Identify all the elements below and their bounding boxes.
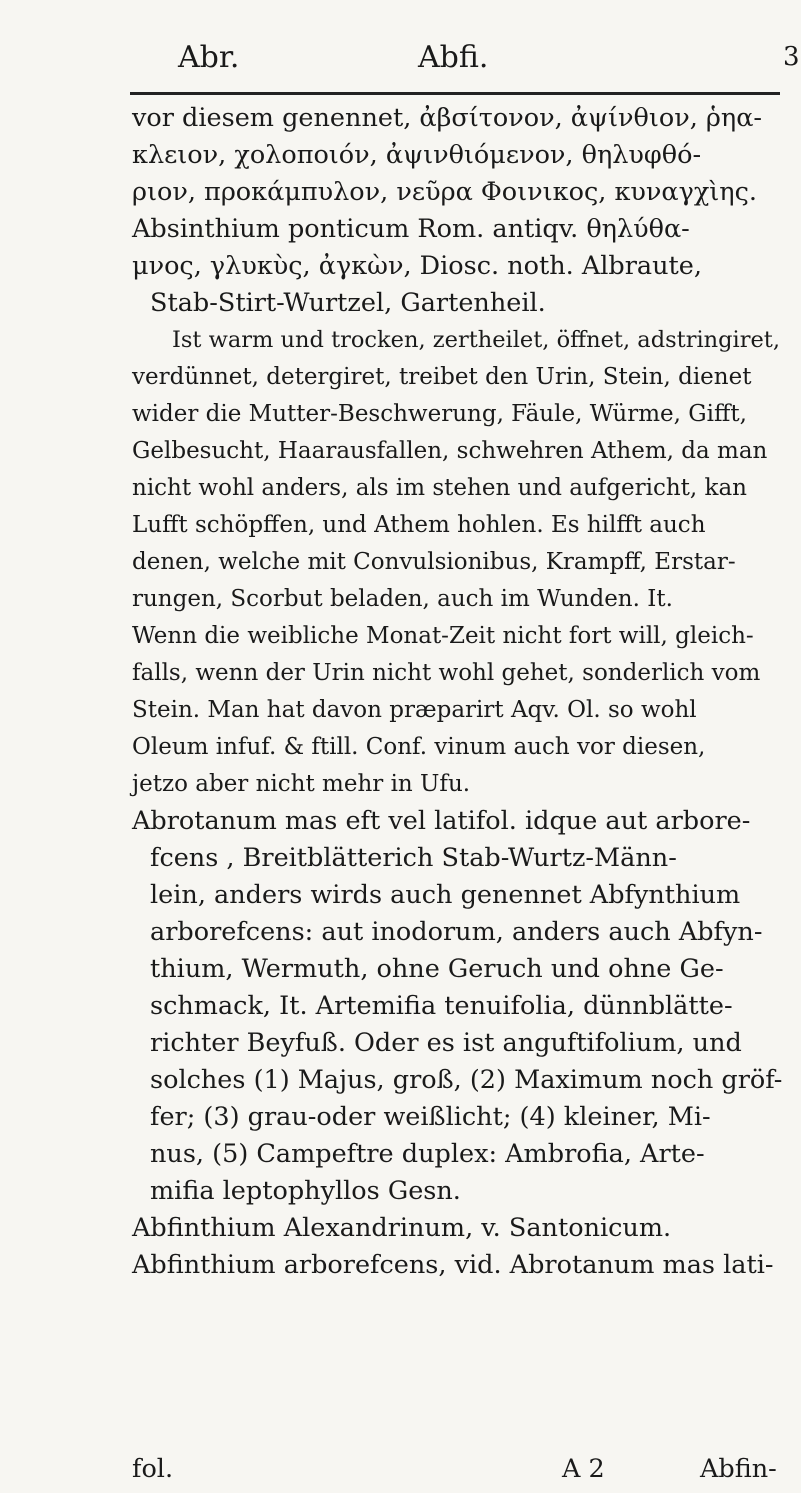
text-line: ριον, προκάμπυλον, νεῦρα Φοινικος, κυναγχὶης.: [132, 177, 757, 207]
text-line: Gelbesucht, Haarausfallen, schwehren Athem, da man: [132, 438, 768, 464]
text-line: schmack, It. Artemifia tenuifolia, dünnblätte-: [150, 991, 733, 1021]
text-line: denen, welche mit Convulsionibus, Krampff, Erstar-: [132, 549, 736, 575]
text-line: richter Beyfuß. Oder es ist anguftifolium, und: [150, 1028, 742, 1058]
text-line: vor diesem genennet, ἀβσίτονον, ἀψίνθιον, ῥηα-: [132, 103, 763, 133]
text-line: jetzo aber nicht mehr in Ufu.: [132, 771, 471, 797]
text-line: Stab-Stirt-Wurtzel, Gartenheil.: [150, 288, 546, 318]
text-line: Abrotanum mas eft vel latifol. idque aut arbore-: [132, 806, 751, 836]
right-headword: Abfi.: [418, 40, 489, 75]
text-line: arborefcens: aut inodorum, anders auch Abfyn-: [150, 917, 763, 947]
text-line: nus, (5) Campeftre duplex: Ambrofia, Arte-: [150, 1139, 705, 1169]
text-line: κλειον, χολοποιόν, ἀψινθιόμενον, θηλυφθό-: [132, 140, 702, 170]
text-line: Stein. Man hat davon præparirt Aqv. Ol. so wohl: [132, 697, 697, 723]
body-text: [132, 100, 787, 1284]
text-line: fer; (3) grau-oder weißlicht; (4) kleiner, Mi-: [150, 1102, 711, 1132]
signature-mark: A 2: [562, 1454, 605, 1484]
text-line: thium, Wermuth, ohne Geruch und ohne Ge-: [150, 954, 724, 984]
text-line: lein, anders wirds auch genennet Abfynthium: [150, 880, 741, 910]
text-line: nicht wohl anders, als im stehen und aufgericht, kan: [132, 475, 747, 501]
text-line: wider die Mutter-Beschwerung, Fäule, Würme, Gifft,: [132, 401, 747, 427]
header-rule: [130, 92, 780, 95]
running-header: [0, 40, 801, 80]
text-line: verdünnet, detergiret, treibet den Urin, Stein, dienet: [132, 364, 752, 390]
page-number: 3: [783, 42, 800, 72]
catchword: Abfin-: [700, 1454, 777, 1484]
text-line: rungen, Scorbut beladen, auch im Wunden. It.: [132, 586, 673, 612]
text-line: Wenn die weibliche Monat-Zeit nicht fort will, gleich-: [132, 623, 754, 649]
text-line: Ist warm und trocken, zertheilet, öffnet, adstringiret,: [172, 327, 780, 353]
text-line: falls, wenn der Urin nicht wohl gehet, sonderlich vom: [132, 660, 761, 686]
last-word: fol.: [132, 1454, 174, 1484]
text-line: Lufft schöpffen, und Athem hohlen. Es hilfft auch: [132, 512, 706, 538]
left-headword: Abr.: [178, 40, 240, 75]
text-line: Oleum infuf. & ftill. Conf. vinum auch vor diesen,: [132, 734, 706, 760]
text-line: μνος, γλυκὺς, ἀγκὼν, Diosc. noth. Albraute,: [132, 251, 703, 281]
text-line: mifia leptophyllos Gesn.: [150, 1176, 461, 1206]
text-line: Abfinthium arborefcens, vid. Abrotanum mas lati-: [132, 1250, 774, 1280]
text-line: fcens , Breitblätterich Stab-Wurtz-Männ-: [150, 843, 677, 873]
text-line: Absinthium ponticum Rom. antiqv. θηλύθα-: [132, 214, 690, 244]
text-line: Abfinthium Alexandrinum, v. Santonicum.: [132, 1213, 672, 1243]
text-line: solches (1) Majus, groß, (2) Maximum noch gröf-: [150, 1065, 783, 1095]
